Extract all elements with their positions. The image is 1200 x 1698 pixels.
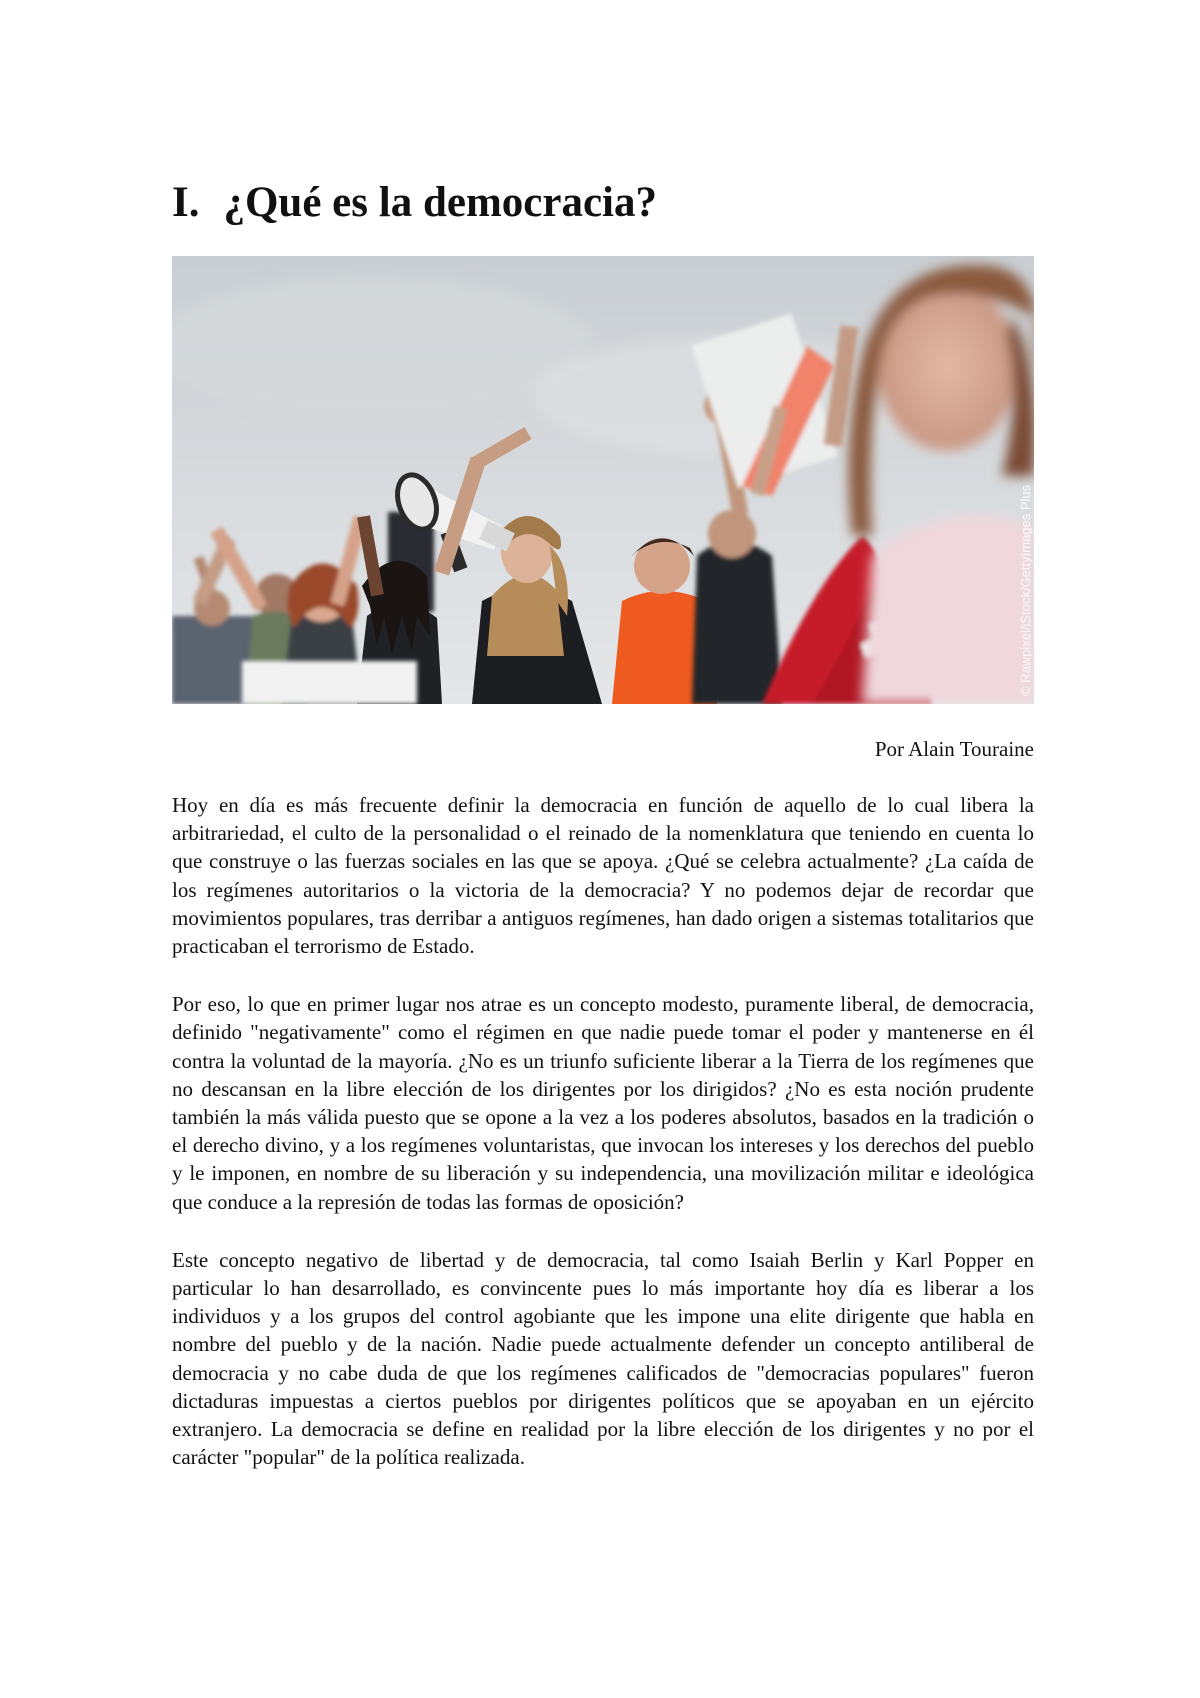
paragraph-3: Este concepto negativo de libertad y de democracia, tal como Isaiah Berlin y Karl Popper en particular lo han desarrollado, es convincente pues lo más importante hoy día es liberar a los individuos y a los grupos del control agobiante que les impone una elite dirigente que habla en nombre del pueblo y de la nación. Nadie puede actualmente defender un concepto antiliberal de democracia y no cabe duda de que los regímenes calificados de "democracias populares" fueron dictaduras impuestas a ciertos pueblos por dirigentes políticos que se apoyaban en un ejército extranjero. La democracia se define en realidad por la libre elección de los dirigentes y no por el carácter "popular" de la política realizada. xyxy=(172,1247,1034,1470)
document-page xyxy=(172,0,1034,1698)
article-body xyxy=(172,791,1034,1501)
chapter-title xyxy=(172,178,657,228)
byline: Por Alain Touraine xyxy=(874,737,1034,761)
photo-credit: © Rawpixel/iStock/GettyImages Plus xyxy=(1018,484,1033,696)
protest-photo xyxy=(172,256,1034,704)
chapter-title-text: ¿Qué es la democracia? xyxy=(223,179,657,226)
paragraph-2: Por eso, lo que en primer lugar nos atrae es un concepto modesto, puramente liberal, de democracia, definido "negativamente" como el régimen en que nadie puede tomar el poder y mantenerse en él contra la voluntad de la mayoría. ¿No es un triunfo suficiente liberar a la Tierra de los regímenes que no descansan en la libre elección de los dirigentes por los dirigidos? ¿No es esta noción prudente también la más válida puesto que se opone a la vez a los poderes absolutos, basados en la tradición o el derecho divino, y a los regímenes voluntaristas, que invocan los intereses y los derechos del pueblo y le imponen, en nombre de su liberación y su independencia, una movilización militar e ideológica que conduce a la represión de todas las formas de oposición? xyxy=(172,992,1034,1214)
paragraph-1: Hoy en día es más frecuente definir la democracia en función de aquello de lo cual libera la arbitrariedad, el culto de la personalidad o el reinado de la nomenklatura que teniendo en cuenta lo que construye o las fuerzas sociales en las que se apoya. ¿Qué se celebra actualmente? ¿La caída de los regímenes autoritarios o la victoria de la democracia? Y no podemos dejar de recordar que movimientos populares, tras derribar a antiguos regímenes, han dado origen a sistemas totalitarios que practicaban el terrorismo de Estado. xyxy=(172,793,1034,959)
chapter-number: I. xyxy=(172,179,200,226)
